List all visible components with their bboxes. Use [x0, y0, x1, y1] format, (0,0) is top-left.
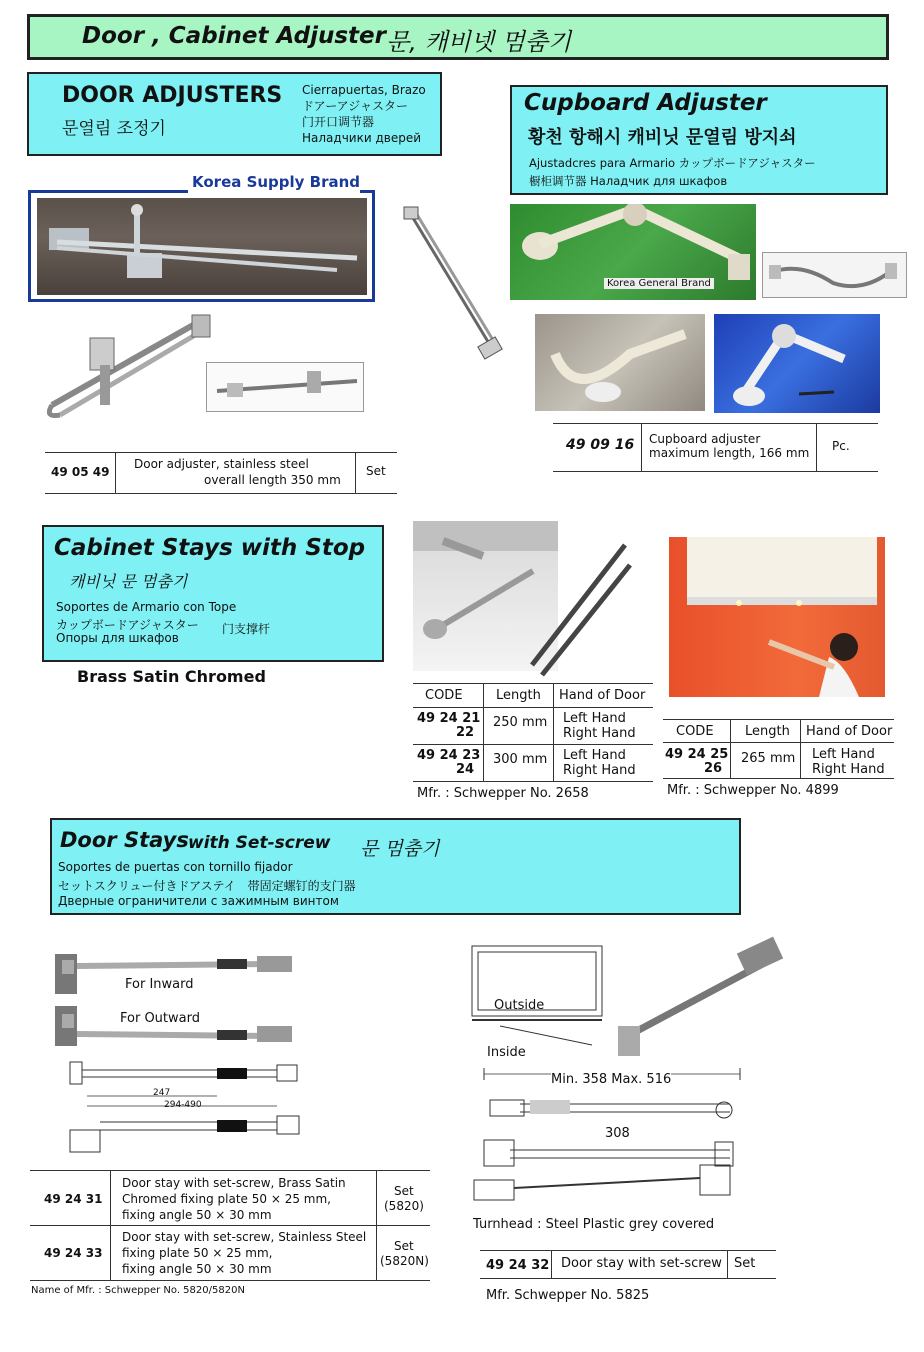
translation-es: Cierrapuertas, Brazo	[302, 83, 426, 97]
product-492433-unit-b: (5820N)	[380, 1254, 429, 1268]
table1-row2-hand-a: Left Hand	[563, 748, 626, 763]
kitchen-cabinet-photo	[669, 537, 885, 697]
table2-row1-code-a: 49 24 25	[665, 747, 729, 762]
cabinet-stays-finish: Brass Satin Chromed	[77, 667, 266, 686]
table1-mfr: Mfr. : Schwepper No. 2658	[417, 786, 589, 801]
dim-247: 247	[153, 1088, 171, 1098]
door-stays-header	[50, 818, 741, 915]
cupboard-adjuster-photo-3	[714, 314, 880, 413]
product-492433-unit-a: Set	[394, 1239, 414, 1253]
translation-cn: 门开口调节器	[302, 115, 375, 129]
cabinet-stays-title-ko: 캐비닛 문 멈춤기	[69, 572, 188, 591]
cabinet-stays-trans1: Soportes de Armario con Tope	[56, 600, 237, 614]
korea-supply-brand-label: Korea Supply Brand	[192, 173, 361, 191]
table1-row2-hand-b: Right Hand	[563, 763, 636, 778]
table1-header-code: CODE	[425, 688, 463, 703]
door-stay-right-drawings-icon	[470, 940, 780, 1200]
cabinet-stays-trans2: カップボードアジャスター	[56, 618, 199, 632]
cupboard-stay-drawing-icon	[398, 205, 518, 365]
table2-row1-code-b: 26	[704, 761, 723, 776]
door-adjuster-photo	[37, 198, 367, 295]
cupboard-adjuster-title: Cupboard Adjuster	[524, 90, 767, 116]
product-desc-line1: Door adjuster, stainless steel	[134, 457, 309, 471]
cupboard-product-desc-1: Cupboard adjuster	[649, 432, 761, 446]
table1-row2-length: 300 mm	[493, 752, 548, 767]
cupboard-translations-1: Ajustadcres para Armario カップボードアジャスター	[529, 156, 816, 170]
page-title: Door , Cabinet Adjuster	[82, 23, 386, 49]
door-stays-title-ko: 문 멈춤기	[360, 838, 440, 860]
dim-294-490: 294-490	[164, 1100, 202, 1110]
page-header	[27, 14, 889, 60]
cupboard-adjuster-photo	[510, 204, 756, 300]
translation-ru: Наладчики дверей	[302, 131, 421, 145]
product-code-492433: 49 24 33	[44, 1246, 103, 1260]
product-unit: Set	[366, 464, 386, 478]
label-308: 308	[605, 1126, 630, 1141]
door-adjuster-rod-icon	[37, 198, 367, 295]
product-desc-line2: overall length 350 mm	[204, 473, 341, 487]
cabinet-stays-header	[42, 525, 384, 662]
table2-row1-hand-b: Right Hand	[812, 762, 885, 777]
table2-row1-hand-a: Left Hand	[812, 747, 875, 762]
cabinet-stays-trans2-cn: 门支撑杆	[222, 622, 271, 636]
cupboard-translations-2: 橱柜调节器 Наладчик для шкафов	[529, 174, 728, 188]
door-adjuster-small-photo	[206, 362, 364, 412]
product-492431-unit-b: (5820)	[384, 1199, 424, 1213]
cabinet-stays-title: Cabinet Stays with Stop	[54, 535, 366, 561]
table1-row1-hand-b: Right Hand	[563, 726, 636, 741]
door-stays-title-suffix: with Set-screw	[188, 833, 331, 853]
door-adjusters-title: DOOR ADJUSTERS	[62, 83, 283, 108]
table1-header-hand: Hand of Door	[559, 688, 646, 703]
product-492431-line1: Door stay with set-screw, Brass Satin	[122, 1176, 346, 1190]
cupboard-product-desc-2: maximum length, 166 mm	[649, 446, 810, 460]
table1-header-length: Length	[496, 688, 541, 703]
product-492432-desc: Door stay with set-screw	[561, 1256, 722, 1271]
door-stays-trans2: セットスクリュー付きドアステイ 帯固定螺钉的支门器	[58, 879, 356, 893]
product-492433-line3: fixing angle 50 × 30 mm	[122, 1262, 272, 1276]
product-code-490549: 49 05 49	[51, 465, 110, 479]
table2-header-length: Length	[745, 724, 790, 739]
translation-jp: ドアーアジャスター	[302, 99, 408, 113]
cabinet-stays-trans3: Опоры для шкафов	[56, 631, 179, 645]
table2-header-code: CODE	[676, 724, 714, 739]
cupboard-adjuster-small-photo	[762, 252, 907, 298]
door-stays-title: Door Stays	[60, 828, 189, 852]
product-code-490916: 49 09 16	[566, 437, 635, 453]
cupboard-adjuster-photo-2	[535, 314, 705, 411]
gas-spring-icon	[520, 540, 630, 685]
table1-row2-code-a: 49 24 23	[417, 748, 481, 763]
table2-header-hand: Hand of Door	[806, 724, 893, 739]
product-492431-unit-a: Set	[394, 1184, 414, 1198]
page-title-ko: 문, 캐비넷 멈춤기	[386, 28, 572, 56]
label-min-max: Min. 358 Max. 516	[551, 1072, 672, 1087]
table1-row1-hand-a: Left Hand	[563, 711, 626, 726]
door-stays-trans1: Soportes de puertas con tornillo fijador	[58, 860, 293, 874]
product-492433-line2: fixing plate 50 × 25 mm,	[122, 1246, 273, 1260]
cupboard-adjuster-title-ko: 황천 항해시 캐비닛 문열림 방지쇠	[528, 127, 797, 148]
mfr-left: Name of Mfr. : Schwepper No. 5820/5820N	[31, 1285, 245, 1296]
cupboard-adjuster-header	[510, 85, 888, 195]
product-code-492431: 49 24 31	[44, 1192, 103, 1206]
product-492433-line1: Door stay with set-screw, Stainless Steel	[122, 1230, 367, 1244]
mfr-right: Mfr. Schwepper No. 5825	[486, 1288, 650, 1303]
product-492432-unit: Set	[734, 1256, 756, 1271]
label-inside: Inside	[487, 1045, 526, 1060]
table2-mfr: Mfr. : Schwepper No. 4899	[667, 783, 839, 798]
korea-general-brand-label: Korea General Brand	[604, 278, 714, 289]
table1-row1-code-a: 49 24 21	[417, 711, 481, 726]
label-for-inward: For Inward	[125, 977, 194, 992]
label-for-outward: For Outward	[120, 1011, 200, 1026]
product-492431-line2: Chromed fixing plate 50 × 25 mm,	[122, 1192, 331, 1206]
door-adjusters-title-ko: 문열림 조정기	[62, 119, 166, 139]
product-code-492432: 49 24 32	[486, 1258, 550, 1273]
door-adjusters-header	[27, 72, 442, 156]
cupboard-product-unit: Pc.	[832, 439, 850, 453]
label-outside: Outside	[494, 998, 545, 1013]
table1-row1-length: 250 mm	[493, 715, 548, 730]
label-turnhead: Turnhead : Steel Plastic grey covered	[473, 1217, 715, 1232]
table2-row1-length: 265 mm	[741, 751, 796, 766]
door-stays-trans3: Дверные ограничители с зажимным винтом	[58, 894, 339, 908]
table1-row1-code-b: 22	[456, 725, 475, 740]
product-492431-line3: fixing angle 50 × 30 mm	[122, 1208, 272, 1222]
table1-row2-code-b: 24	[456, 762, 475, 777]
